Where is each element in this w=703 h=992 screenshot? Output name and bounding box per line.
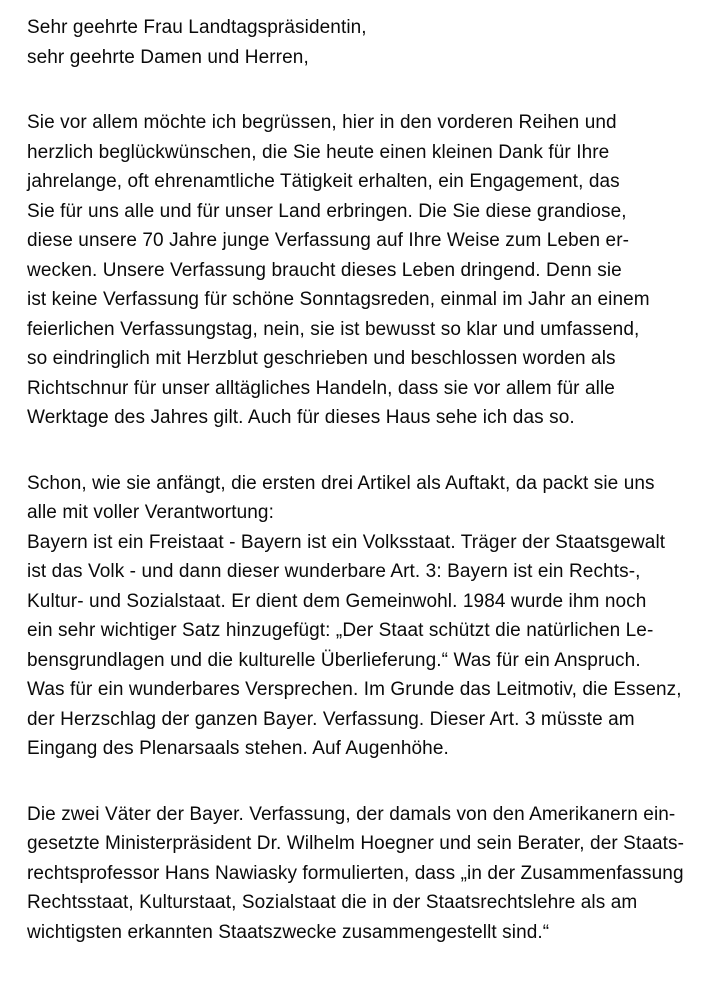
constitution-fathers-paragraph [27, 800, 685, 948]
text-line: Sie für uns alle und für unser Land erbringen. Die Sie diese grandiose, [27, 200, 627, 222]
text-line: Eingang des Plenarsaals stehen. Auf Augenhöhe. [27, 738, 449, 759]
text-line: Die zwei Väter der Bayer. Verfassung, der damals von den Amerikanern ein- [27, 803, 676, 825]
text-line: Schon, wie sie anfängt, die ersten drei Artikel als Auftakt, da packt sie uns [27, 472, 655, 494]
first-articles-paragraph [27, 469, 682, 764]
text-line: diese unsere 70 Jahre junge Verfassung auf Ihre Weise zum Leben er- [27, 230, 630, 251]
salutation-paragraph [27, 13, 675, 72]
text-line: Bayern ist ein Freistaat - Bayern ist ein Volksstaat. Träger der Staatsgewalt [27, 531, 666, 553]
text-line: jahrelange, oft ehrenamtliche Tätigkeit erhalten, ein Engagement, das [27, 171, 620, 192]
text-line: so eindringlich mit Herzblut geschrieben und beschlossen worden als [27, 348, 616, 369]
text-line: herzlich beglückwünschen, die Sie heute einen kleinen Dank für Ihre [27, 141, 610, 163]
text-line: Sie vor allem möchte ich begrüssen, hier in den vorderen Reihen und [27, 112, 617, 133]
text-line: gesetzte Ministerpräsident Dr. Wilhelm Hoegner und sein Berater, der Staats- [27, 833, 685, 854]
text-line: Richtschnur für unser alltägliches Handeln, dass sie vor allem für alle [27, 377, 615, 399]
text-line: rechtsprofessor Hans Nawiasky formulierten, dass „in der Zusammenfassung [27, 862, 684, 884]
text-line: Werktage des Jahres gilt. Auch für dieses Haus sehe ich das so. [27, 407, 575, 428]
text-line: Kultur- und Sozialstaat. Er dient dem Gemeinwohl. 1984 wurde ihm noch [27, 590, 647, 612]
text-line: alle mit voller Verantwortung: [27, 502, 274, 523]
text-line: wichtigsten erkannten Staatszwecke zusammengestellt sind.“ [27, 921, 550, 943]
text-line: ist das Volk - und dann dieser wunderbare Art. 3: Bayern ist ein Rechts-, [27, 561, 641, 582]
text-line: sehr geehrte Damen und Herren, [27, 46, 309, 68]
text-line: Rechtsstaat, Kulturstaat, Sozialstaat die in der Staatsrechtslehre als am [27, 892, 638, 913]
text-line: ist keine Verfassung für schöne Sonntagsreden, einmal im Jahr an einem [27, 289, 650, 310]
text-line: feierlichen Verfassungstag, nein, sie ist bewusst so klar und umfassend, [27, 318, 640, 340]
text-line: Sehr geehrte Frau Landtagspräsidentin, [27, 17, 367, 38]
text-line: wecken. Unsere Verfassung braucht dieses Leben dringend. Denn sie [27, 259, 622, 281]
text-line: Was für ein wunderbares Versprechen. Im Grunde das Leitmotiv, die Essenz, [27, 679, 682, 700]
greeting-paragraph [27, 108, 675, 433]
text-line: der Herzschlag der ganzen Bayer. Verfassung. Dieser Art. 3 müsste am [27, 708, 635, 730]
text-line: bensgrundlagen und die kulturelle Überlieferung.“ Was für ein Anspruch. [27, 649, 641, 671]
text-line: ein sehr wichtiger Satz hinzugefügt: „Der Staat schützt die natürlichen Le- [27, 620, 654, 641]
